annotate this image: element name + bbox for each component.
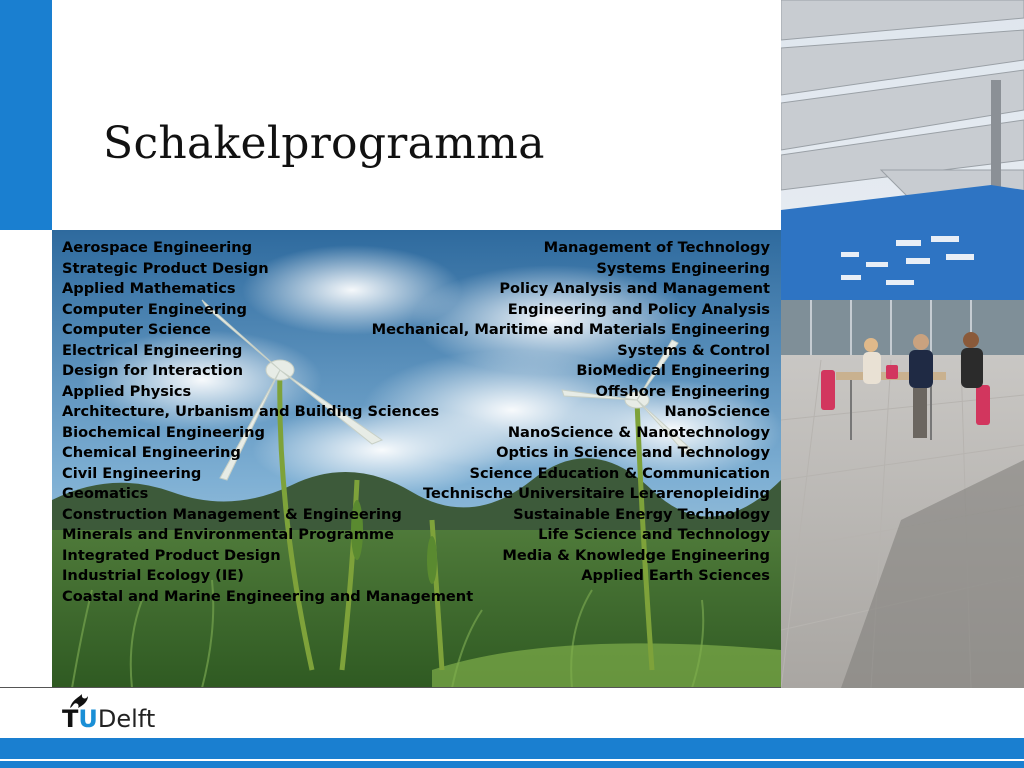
program-item: NanoScience & Nanotechnology: [507, 423, 770, 441]
program-item: Technische Universitaire Lerarenopleiding: [423, 485, 770, 502]
program-item: Computer Science: [62, 321, 211, 338]
program-item: Applied Earth Sciences: [581, 567, 770, 584]
campus-photo: [781, 0, 1024, 688]
program-item: Biochemical Engineering: [62, 423, 265, 441]
program-item: Strategic Product Design: [62, 259, 269, 277]
program-item: Minerals and Environmental Programme: [62, 526, 395, 543]
program-item: Coastal and Marine Engineering and Management: [62, 587, 474, 605]
program-item: Systems & Control: [617, 341, 770, 359]
logo-letter-u: U: [78, 705, 98, 733]
program-item: Aerospace Engineering: [62, 239, 253, 256]
program-item: Sustainable Energy Technology: [513, 505, 770, 523]
program-item: Applied Physics: [62, 382, 192, 400]
footer-divider: [0, 687, 781, 688]
program-item: Applied Mathematics: [62, 280, 236, 297]
program-item: BioMedical Engineering: [576, 362, 770, 379]
program-item: Science Education & Communication: [469, 464, 770, 482]
program-item: Offshore Engineering: [595, 382, 770, 400]
program-item: Mechanical, Maritime and Materials Engineering: [371, 321, 770, 338]
program-item: Geomatics: [62, 485, 149, 502]
program-item: Chemical Engineering: [62, 444, 241, 461]
program-item: Civil Engineering: [62, 464, 202, 482]
program-item: Architecture, Urbanism and Building Sciences: [62, 403, 440, 420]
program-item: NanoScience: [664, 403, 770, 420]
footer-blue-strip: [0, 761, 1024, 768]
program-list: [52, 230, 781, 688]
program-item: Optics in Science and Technology: [496, 444, 770, 461]
brand-color-bar: [0, 0, 52, 230]
program-item: Electrical Engineering: [62, 341, 243, 359]
program-item: Design for Interaction: [62, 362, 244, 379]
program-item: Engineering and Policy Analysis: [507, 300, 770, 318]
tu-delft-logo: [62, 692, 172, 734]
logo-letter-t: T: [62, 705, 79, 733]
program-item: Management of Technology: [543, 239, 770, 256]
logo-word-delft: Delft: [97, 705, 156, 733]
program-item: Policy Analysis and Management: [499, 280, 770, 297]
program-item: Media & Knowledge Engineering: [502, 546, 770, 564]
footer-blue-bar: [0, 738, 1024, 759]
program-item: Construction Management & Engineering: [62, 505, 402, 523]
program-item: Life Science and Technology: [538, 526, 770, 543]
program-item: Industrial Ecology (IE): [62, 567, 244, 584]
program-item: Systems Engineering: [596, 259, 770, 277]
program-list-right: [372, 238, 770, 587]
program-item: Computer Engineering: [62, 300, 247, 318]
program-item: Integrated Product Design: [62, 546, 281, 564]
slide-title: Schakelprogramma: [103, 118, 545, 169]
